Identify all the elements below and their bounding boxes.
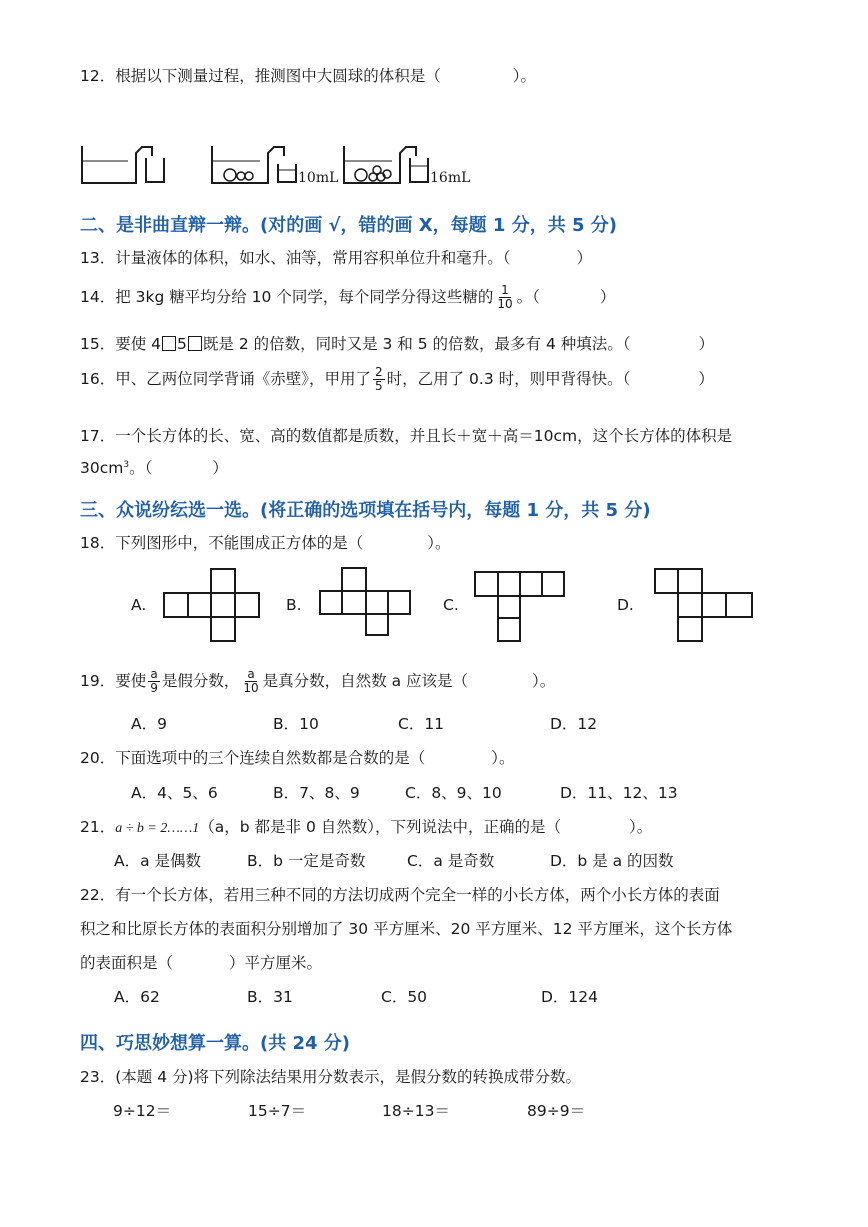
fraction-numerator: a [150, 667, 158, 681]
net-b [320, 568, 410, 635]
question-16-tail: 时，乙用了 0.3 时，则甲背得快。（ [386, 370, 631, 388]
option-b-label: B. [286, 596, 302, 614]
option-c-label: C. [443, 596, 459, 614]
q20-option-a[interactable]: A．4、5、6 [131, 784, 218, 802]
division-item-3: 18÷13＝ [382, 1102, 450, 1120]
option-a-label: A. [131, 596, 147, 614]
q22-option-b[interactable]: B．31 [247, 988, 293, 1006]
label-10ml: 10mL [298, 170, 339, 186]
q20-option-c[interactable]: C．8、9、10 [405, 784, 502, 802]
question-15-text-c: 既是 2 的倍数，同时又是 3 和 5 的倍数，最多有 4 种填法。（ [202, 335, 631, 353]
paren-close: ）。 [491, 749, 515, 767]
section-4-heading: 四、巧思妙想算一算。(共 24 分) [80, 1033, 351, 1054]
fraction-numerator: 2 [374, 365, 383, 379]
fraction-numerator: a [247, 667, 255, 681]
net-c [475, 572, 564, 641]
volume-value: 30cm [80, 459, 124, 477]
question-19 [80, 668, 555, 695]
question-21-text: （a，b 都是非 0 自然数），下列说法中，正确的是（ [199, 818, 561, 836]
question-19-text-a: 19．要使 [80, 672, 147, 690]
fraction-numerator: 1 [501, 283, 509, 297]
fraction-denominator: 9 [150, 681, 158, 695]
superscript: 3 [123, 459, 130, 470]
question-22-line-1: 22．有一个长方体，若用三种不同的方法切成两个完全一样的小长方体，两个小长方体的表面 [80, 886, 720, 904]
q19-option-a[interactable]: A．9 [131, 715, 167, 733]
paren-close: ） [212, 459, 228, 477]
question-21-number: 21． [80, 818, 116, 836]
question-17-line-1: 17．一个长方体的长、宽、高的数值都是质数，并且长＋宽＋高＝10cm，这个长方体的体积是 [80, 427, 733, 445]
question-16-text: 16．甲、乙两位同学背诵《赤壁》，甲用了 [80, 370, 371, 388]
division-item-1: 9÷12＝ [113, 1102, 172, 1120]
question-12-text: 12．根据以下测量过程，推测图中大圆球的体积是（ [80, 67, 441, 85]
paren-close: ）。 [427, 534, 451, 552]
q21-option-a[interactable]: A．a 是偶数 [114, 852, 202, 870]
q22-option-c[interactable]: C．50 [381, 988, 428, 1006]
question-17-tail: 。（ [129, 459, 153, 477]
q20-option-b[interactable]: B．7、8、9 [273, 784, 360, 802]
q19-option-d[interactable]: D．12 [550, 715, 598, 733]
question-20-text: 20．下面选项中的三个连续自然数都是合数的是（ [80, 749, 426, 767]
question-14-tail: 。（ [516, 288, 540, 306]
division-expression: a ÷ b = 2……1 [115, 821, 200, 836]
question-22-text-b: ）平方厘米。 [229, 954, 323, 972]
net-d [655, 569, 752, 641]
q21-option-b[interactable]: B．b 一定是奇数 [247, 852, 366, 870]
question-15-text-a: 15．要使 4 [80, 335, 162, 353]
paren-close: ）。 [532, 672, 556, 690]
division-item-2: 15÷7＝ [248, 1102, 307, 1120]
question-18-text: 18．下列图形中，不能围成正方体的是（ [80, 534, 364, 552]
option-d-label: D. [617, 596, 634, 614]
question-21 [80, 815, 652, 837]
question-12-close: ）。 [512, 67, 536, 85]
q19-option-c[interactable]: C．11 [398, 715, 445, 733]
question-19-text-c: 是真分数，自然数 a 应该是（ [262, 672, 469, 690]
fraction [241, 668, 260, 695]
question-20 [80, 746, 515, 768]
fraction-denominator: 5 [374, 379, 383, 393]
question-14-text: 14．把 3kg 糖平均分给 10 个同学，每个同学分得这些糖的 [80, 288, 494, 306]
question-15-text-b: 5 [177, 335, 187, 353]
fraction-denominator: 10 [497, 297, 513, 311]
question-22-line-2: 积之和比原长方体的表面积分别增加了 30 平方厘米、20 平方厘米、12 平方厘米，这个长方体 [80, 920, 733, 938]
question-23: 23．(本题 4 分)将下列除法结果用分数表示，是假分数的转换成带分数。 [80, 1068, 582, 1086]
paren-close: ） [599, 288, 616, 306]
question-13-text: 13．计量液体的体积，如水、油等，常用容积单位升和毫升。（ [80, 249, 511, 267]
q22-option-a[interactable]: A．62 [114, 988, 160, 1006]
section-2-heading: 二、是非曲直辩一辩。(对的画 √，错的画 X，每题 1 分，共 5 分) [80, 215, 617, 236]
q22-option-d[interactable]: D．124 [541, 988, 599, 1006]
paren-close: ） [698, 370, 714, 388]
fraction [148, 668, 160, 695]
q21-option-c[interactable]: C．a 是奇数 [407, 852, 495, 870]
section-3-heading: 三、众说纷纭选一选。(将正确的选项填在括号内，每题 1 分，共 5 分) [80, 500, 651, 521]
paren-close: ） [576, 249, 592, 267]
net-a [164, 569, 259, 641]
question-19-text-b: 是假分数， [161, 672, 240, 690]
fraction-denominator: 10 [243, 681, 259, 695]
paren-close: ） [698, 335, 715, 353]
question-22-text-a: 的表面积是（ [80, 954, 174, 972]
division-item-4: 89÷9＝ [527, 1102, 586, 1120]
q21-option-d[interactable]: D．b 是 a 的因数 [550, 852, 674, 870]
question-22-line-3 [80, 951, 322, 973]
q19-option-b[interactable]: B．10 [273, 715, 319, 733]
q20-option-d[interactable]: D．11、12、13 [560, 784, 678, 802]
label-16ml: 16mL [430, 170, 471, 186]
paren-close: ）。 [629, 818, 653, 836]
